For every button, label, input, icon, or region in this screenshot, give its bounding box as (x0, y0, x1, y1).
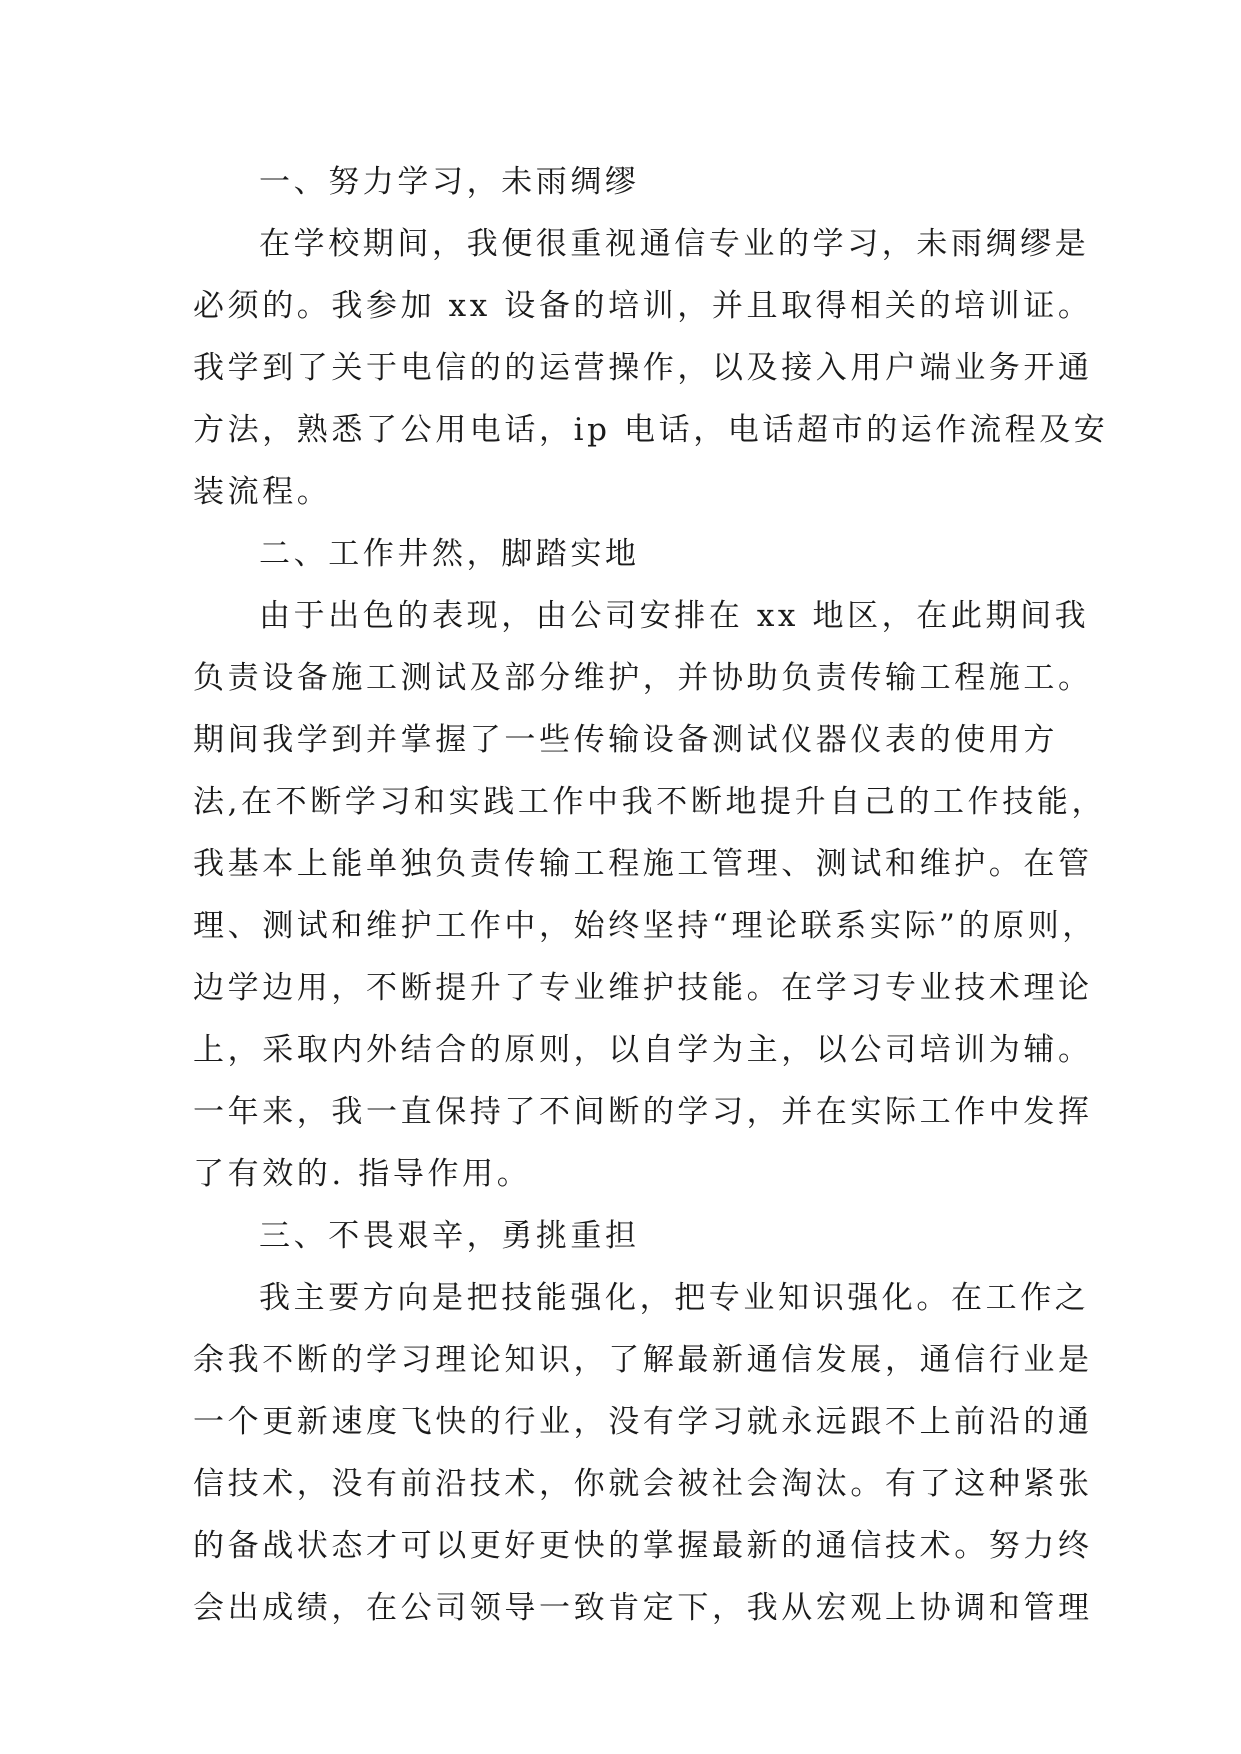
paragraph-line: 期间我学到并掌握了一些传输设备测试仪器仪表的使用方 (193, 722, 1058, 758)
paragraph-line: 的备战状态才可以更好更快的掌握最新的通信技术。努力终 (193, 1528, 1093, 1564)
heading-3: 三、不畏艰辛，勇挑重担 (259, 1218, 640, 1254)
heading-2: 二、工作井然，脚踏实地 (259, 536, 640, 572)
paragraph-line: 方法，熟悉了公用电话，ip 电话，电话超市的运作流程及安 (193, 412, 1109, 448)
paragraph-line: 一个更新速度飞快的行业，没有学习就永远跟不上前沿的通 (193, 1404, 1093, 1440)
paragraph-line: 了有效的. 指导作用。 (193, 1156, 532, 1192)
paragraph-line: 会出成绩，在公司领导一致肯定下，我从宏观上协调和管理 (193, 1590, 1093, 1626)
paragraph-line: 上，采取内外结合的原则，以自学为主，以公司培训为辅。 (193, 1032, 1093, 1068)
paragraph-line: 负责设备施工测试及部分维护，并协助负责传输工程施工。 (193, 660, 1093, 696)
paragraph-line: 边学边用，不断提升了专业维护技能。在学习专业技术理论 (193, 970, 1093, 1006)
paragraph-line: 我基本上能单独负责传输工程施工管理、测试和维护。在管 (193, 846, 1093, 882)
paragraph-line: 我学到了关于电信的的运营操作，以及接入用户端业务开通 (193, 350, 1093, 386)
paragraph-line: 余我不断的学习理论知识，了解最新通信发展，通信行业是 (193, 1342, 1093, 1378)
paragraph-line: 信技术，没有前沿技术，你就会被社会淘汰。有了这种紧张 (193, 1466, 1093, 1502)
heading-1: 一、努力学习，未雨绸缪 (259, 164, 640, 200)
paragraph-line: 必须的。我参加 xx 设备的培训，并且取得相关的培训证。 (193, 288, 1093, 324)
paragraph-line: 一年来，我一直保持了不间断的学习，并在实际工作中发挥 (193, 1094, 1093, 1130)
paragraph-line: 理、测试和维护工作中，始终坚持“理论联系实际”的原则， (193, 908, 1097, 944)
paragraph-line: 装流程。 (193, 474, 332, 510)
paragraph-line: 法,在不断学习和实践工作中我不断地提升自己的工作技能， (193, 784, 1107, 820)
paragraph-line: 由于出色的表现，由公司安排在 xx 地区，在此期间我 (259, 598, 1090, 634)
paragraph-line: 我主要方向是把技能强化，把专业知识强化。在工作之 (259, 1280, 1090, 1316)
paragraph-line: 在学校期间，我便很重视通信专业的学习，未雨绸缪是 (259, 226, 1090, 262)
